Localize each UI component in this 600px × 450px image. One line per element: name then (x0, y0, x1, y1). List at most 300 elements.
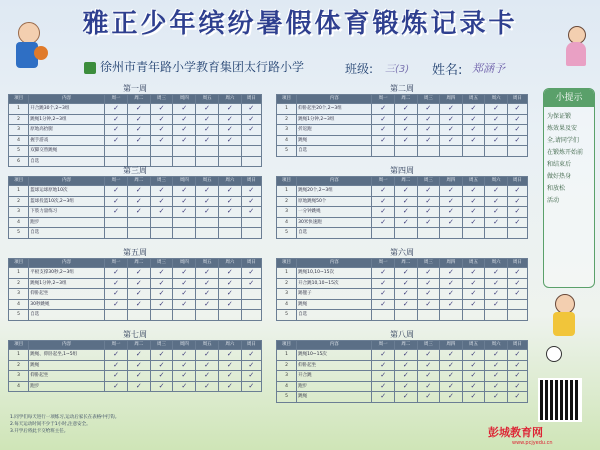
check-cell[interactable]: ✓ (462, 360, 485, 371)
check-cell[interactable]: ✓ (105, 196, 128, 207)
check-cell[interactable]: ✓ (417, 104, 440, 115)
check-cell[interactable]: ✓ (440, 268, 463, 279)
check-cell[interactable]: ✓ (218, 350, 241, 361)
check-cell[interactable]: ✓ (127, 125, 150, 136)
check-cell[interactable]: ✓ (218, 299, 241, 310)
tip-line: 为保证锻 (547, 113, 572, 120)
check-cell[interactable]: ✓ (105, 104, 128, 115)
check-cell[interactable]: ✓ (440, 186, 463, 197)
check-cell[interactable]: ✓ (150, 371, 173, 382)
check-cell[interactable]: ✓ (417, 299, 440, 310)
check-cell[interactable]: ✓ (440, 278, 463, 289)
check-cell[interactable]: ✓ (394, 135, 417, 146)
check-cell[interactable] (173, 217, 196, 228)
check-cell[interactable]: ✓ (196, 114, 219, 125)
check-cell[interactable]: ✓ (218, 207, 241, 218)
check-cell[interactable]: ✓ (507, 268, 527, 279)
check-cell[interactable]: ✓ (241, 125, 261, 136)
check-cell[interactable]: ✓ (394, 104, 417, 115)
check-cell[interactable]: ✓ (417, 289, 440, 300)
check-cell[interactable]: ✓ (105, 207, 128, 218)
check-cell[interactable]: ✓ (173, 360, 196, 371)
activity-cell: 跳绳 (297, 135, 372, 146)
check-cell[interactable]: ✓ (241, 350, 261, 361)
column-header: 周三 (417, 177, 440, 186)
check-cell[interactable] (241, 156, 261, 167)
check-cell[interactable]: ✓ (394, 371, 417, 382)
check-cell[interactable]: ✓ (196, 289, 219, 300)
check-cell[interactable] (127, 228, 150, 239)
check-cell[interactable] (127, 156, 150, 167)
check-cell[interactable]: ✓ (173, 186, 196, 197)
check-cell[interactable]: ✓ (485, 207, 508, 218)
check-cell[interactable]: ✓ (507, 135, 527, 146)
check-cell[interactable]: ✓ (507, 207, 527, 218)
check-cell[interactable]: ✓ (150, 114, 173, 125)
check-cell[interactable] (105, 228, 128, 239)
check-cell[interactable] (485, 310, 508, 321)
check-cell[interactable]: ✓ (105, 268, 128, 279)
check-cell[interactable]: ✓ (105, 125, 128, 136)
check-cell[interactable]: ✓ (417, 217, 440, 228)
check-cell[interactable] (507, 310, 527, 321)
check-cell[interactable]: ✓ (105, 371, 128, 382)
check-cell[interactable]: ✓ (196, 207, 219, 218)
check-cell[interactable]: ✓ (173, 299, 196, 310)
check-cell[interactable]: ✓ (105, 360, 128, 371)
check-cell[interactable]: ✓ (241, 381, 261, 392)
qr-code-icon[interactable] (538, 378, 582, 422)
check-cell[interactable] (417, 228, 440, 239)
check-cell[interactable]: ✓ (196, 125, 219, 136)
check-cell[interactable] (218, 310, 241, 321)
check-cell[interactable]: ✓ (417, 392, 440, 403)
check-cell[interactable]: ✓ (105, 289, 128, 300)
check-cell[interactable]: ✓ (241, 104, 261, 115)
activity-cell: 30秒跳绳 (29, 299, 105, 310)
check-cell[interactable]: ✓ (462, 381, 485, 392)
check-cell[interactable]: ✓ (127, 289, 150, 300)
check-cell[interactable]: ✓ (127, 360, 150, 371)
check-cell[interactable]: ✓ (394, 289, 417, 300)
check-cell[interactable]: ✓ (485, 278, 508, 289)
check-cell[interactable] (440, 146, 463, 157)
check-cell[interactable]: ✓ (440, 135, 463, 146)
check-cell[interactable]: ✓ (440, 207, 463, 218)
check-cell[interactable]: ✓ (150, 207, 173, 218)
check-cell[interactable]: ✓ (485, 186, 508, 197)
check-cell[interactable]: ✓ (394, 186, 417, 197)
check-cell[interactable] (150, 146, 173, 157)
check-cell[interactable]: ✓ (173, 371, 196, 382)
check-cell[interactable]: ✓ (372, 392, 395, 403)
check-cell[interactable]: ✓ (218, 360, 241, 371)
check-cell[interactable]: ✓ (462, 289, 485, 300)
check-cell[interactable]: ✓ (440, 392, 463, 403)
check-cell[interactable]: ✓ (218, 278, 241, 289)
check-cell[interactable]: ✓ (440, 360, 463, 371)
check-cell[interactable]: ✓ (462, 135, 485, 146)
check-cell[interactable] (173, 310, 196, 321)
check-cell[interactable]: ✓ (372, 186, 395, 197)
check-cell[interactable]: ✓ (485, 114, 508, 125)
check-cell[interactable] (218, 217, 241, 228)
check-cell[interactable]: ✓ (241, 196, 261, 207)
check-cell[interactable]: ✓ (462, 299, 485, 310)
check-cell[interactable] (440, 310, 463, 321)
check-cell[interactable]: ✓ (218, 289, 241, 300)
check-cell[interactable]: ✓ (105, 114, 128, 125)
check-cell[interactable]: ✓ (196, 186, 219, 197)
check-cell[interactable] (394, 310, 417, 321)
check-cell[interactable]: ✓ (485, 125, 508, 136)
check-cell[interactable]: ✓ (105, 350, 128, 361)
check-cell[interactable]: ✓ (485, 135, 508, 146)
check-cell[interactable] (196, 228, 219, 239)
check-cell[interactable]: ✓ (462, 392, 485, 403)
check-cell[interactable]: ✓ (150, 196, 173, 207)
check-cell[interactable]: ✓ (150, 381, 173, 392)
check-cell[interactable] (196, 156, 219, 167)
check-cell[interactable]: ✓ (372, 278, 395, 289)
check-cell[interactable]: ✓ (485, 217, 508, 228)
check-cell[interactable]: ✓ (105, 186, 128, 197)
check-cell[interactable] (440, 228, 463, 239)
check-cell[interactable]: ✓ (462, 196, 485, 207)
check-cell[interactable]: ✓ (372, 289, 395, 300)
check-cell[interactable] (241, 146, 261, 157)
check-cell[interactable]: ✓ (127, 371, 150, 382)
check-cell[interactable]: ✓ (196, 135, 219, 146)
check-cell[interactable]: ✓ (462, 278, 485, 289)
check-cell[interactable]: ✓ (394, 114, 417, 125)
check-cell[interactable] (150, 217, 173, 228)
check-cell[interactable]: ✓ (196, 350, 219, 361)
check-cell[interactable]: ✓ (394, 360, 417, 371)
check-cell[interactable]: ✓ (150, 104, 173, 115)
check-cell[interactable]: ✓ (372, 125, 395, 136)
check-cell[interactable]: ✓ (372, 217, 395, 228)
column-header: 周日 (241, 177, 261, 186)
check-cell[interactable]: ✓ (462, 217, 485, 228)
check-cell[interactable] (150, 156, 173, 167)
activity-cell: 原地跳绳50个 (297, 196, 372, 207)
check-cell[interactable] (218, 146, 241, 157)
check-cell[interactable]: ✓ (485, 350, 508, 361)
check-cell[interactable]: ✓ (507, 278, 527, 289)
check-cell[interactable]: ✓ (241, 371, 261, 382)
check-cell[interactable]: ✓ (372, 371, 395, 382)
check-cell[interactable]: ✓ (127, 268, 150, 279)
check-cell[interactable]: ✓ (196, 278, 219, 289)
check-cell[interactable]: ✓ (173, 125, 196, 136)
check-cell[interactable]: ✓ (150, 278, 173, 289)
activity-cell: 仰卧起坐 (29, 289, 105, 300)
check-cell[interactable]: ✓ (507, 381, 527, 392)
check-cell[interactable]: ✓ (440, 350, 463, 361)
table-header-row (277, 341, 528, 350)
check-cell[interactable]: ✓ (173, 268, 196, 279)
check-cell[interactable] (241, 217, 261, 228)
check-cell[interactable] (485, 146, 508, 157)
check-cell[interactable]: ✓ (485, 268, 508, 279)
check-cell[interactable]: ✓ (440, 104, 463, 115)
check-cell[interactable]: ✓ (440, 114, 463, 125)
check-cell[interactable]: ✓ (417, 278, 440, 289)
check-cell[interactable]: ✓ (241, 186, 261, 197)
check-cell[interactable] (196, 310, 219, 321)
check-cell[interactable]: ✓ (462, 114, 485, 125)
check-cell[interactable]: ✓ (127, 104, 150, 115)
check-cell[interactable]: ✓ (417, 360, 440, 371)
column-header: 项目 (277, 95, 297, 104)
check-cell[interactable] (173, 156, 196, 167)
check-cell[interactable]: ✓ (372, 207, 395, 218)
check-cell[interactable] (394, 228, 417, 239)
week-title: 第二周 (390, 84, 414, 93)
check-cell[interactable]: ✓ (173, 104, 196, 115)
check-cell[interactable]: ✓ (127, 278, 150, 289)
check-cell[interactable]: ✓ (440, 289, 463, 300)
check-cell[interactable]: ✓ (394, 278, 417, 289)
check-cell[interactable]: ✓ (218, 135, 241, 146)
row-number: 3 (9, 207, 29, 218)
check-cell[interactable]: ✓ (462, 350, 485, 361)
check-cell[interactable]: ✓ (417, 381, 440, 392)
check-cell[interactable]: ✓ (241, 207, 261, 218)
check-cell[interactable]: ✓ (372, 350, 395, 361)
check-cell[interactable] (218, 156, 241, 167)
check-cell[interactable]: ✓ (218, 104, 241, 115)
check-cell[interactable]: ✓ (150, 268, 173, 279)
check-cell[interactable]: ✓ (173, 114, 196, 125)
check-cell[interactable]: ✓ (372, 299, 395, 310)
check-cell[interactable]: ✓ (462, 207, 485, 218)
check-cell[interactable] (196, 217, 219, 228)
check-cell[interactable]: ✓ (150, 135, 173, 146)
check-cell[interactable]: ✓ (173, 381, 196, 392)
check-cell[interactable]: ✓ (394, 392, 417, 403)
check-cell[interactable]: ✓ (173, 135, 196, 146)
check-cell[interactable]: ✓ (462, 104, 485, 115)
check-cell[interactable]: ✓ (507, 360, 527, 371)
check-cell[interactable]: ✓ (417, 196, 440, 207)
week-title: 第六周 (390, 248, 414, 257)
check-cell[interactable]: ✓ (127, 207, 150, 218)
check-cell[interactable]: ✓ (218, 125, 241, 136)
check-cell[interactable]: ✓ (485, 360, 508, 371)
check-cell[interactable] (127, 310, 150, 321)
check-cell[interactable]: ✓ (507, 125, 527, 136)
check-cell[interactable]: ✓ (127, 381, 150, 392)
check-cell[interactable] (241, 289, 261, 300)
check-cell[interactable]: ✓ (150, 299, 173, 310)
check-cell[interactable] (462, 310, 485, 321)
check-cell[interactable]: ✓ (196, 381, 219, 392)
check-cell[interactable]: ✓ (507, 217, 527, 228)
check-cell[interactable] (241, 310, 261, 321)
check-cell[interactable]: ✓ (417, 186, 440, 197)
check-cell[interactable]: ✓ (485, 371, 508, 382)
check-cell[interactable]: ✓ (507, 350, 527, 361)
check-cell[interactable]: ✓ (485, 392, 508, 403)
check-cell[interactable] (462, 146, 485, 157)
check-cell[interactable]: ✓ (394, 268, 417, 279)
check-cell[interactable] (218, 228, 241, 239)
check-cell[interactable]: ✓ (105, 381, 128, 392)
name-value[interactable]: 郑涵予 (472, 62, 505, 75)
check-cell[interactable]: ✓ (127, 196, 150, 207)
check-cell[interactable]: ✓ (485, 299, 508, 310)
check-cell[interactable] (372, 146, 395, 157)
check-cell[interactable]: ✓ (394, 207, 417, 218)
check-cell[interactable]: ✓ (241, 360, 261, 371)
check-cell[interactable]: ✓ (196, 360, 219, 371)
check-cell[interactable] (417, 146, 440, 157)
check-cell[interactable]: ✓ (394, 125, 417, 136)
check-cell[interactable]: ✓ (394, 381, 417, 392)
check-cell[interactable] (507, 228, 527, 239)
check-cell[interactable] (105, 217, 128, 228)
check-cell[interactable] (372, 228, 395, 239)
column-header: 内容 (29, 259, 105, 268)
check-cell[interactable]: ✓ (462, 186, 485, 197)
table-row (277, 268, 528, 279)
check-cell[interactable]: ✓ (173, 350, 196, 361)
check-cell[interactable]: ✓ (173, 196, 196, 207)
check-cell[interactable]: ✓ (218, 381, 241, 392)
check-cell[interactable]: ✓ (218, 114, 241, 125)
check-cell[interactable]: ✓ (462, 371, 485, 382)
check-cell[interactable]: ✓ (196, 268, 219, 279)
check-cell[interactable] (462, 228, 485, 239)
table-row (277, 186, 528, 197)
check-cell[interactable]: ✓ (462, 268, 485, 279)
check-cell[interactable]: ✓ (507, 371, 527, 382)
check-cell[interactable]: ✓ (462, 125, 485, 136)
check-cell[interactable]: ✓ (150, 289, 173, 300)
check-cell[interactable] (241, 299, 261, 310)
check-cell[interactable]: ✓ (218, 186, 241, 197)
check-cell[interactable]: ✓ (394, 350, 417, 361)
check-cell[interactable]: ✓ (417, 135, 440, 146)
check-cell[interactable] (105, 146, 128, 157)
check-cell[interactable] (485, 228, 508, 239)
check-cell[interactable]: ✓ (485, 196, 508, 207)
check-cell[interactable]: ✓ (417, 125, 440, 136)
check-cell[interactable]: ✓ (417, 350, 440, 361)
check-cell[interactable]: ✓ (372, 114, 395, 125)
check-cell[interactable]: ✓ (417, 268, 440, 279)
check-cell[interactable]: ✓ (485, 289, 508, 300)
check-cell[interactable]: ✓ (150, 186, 173, 197)
check-cell[interactable]: ✓ (394, 217, 417, 228)
check-cell[interactable] (173, 228, 196, 239)
check-cell[interactable]: ✓ (241, 268, 261, 279)
check-cell[interactable]: ✓ (173, 278, 196, 289)
check-cell[interactable]: ✓ (372, 196, 395, 207)
check-cell[interactable]: ✓ (372, 104, 395, 115)
table-row (277, 228, 528, 239)
check-cell[interactable]: ✓ (507, 186, 527, 197)
check-cell[interactable]: ✓ (507, 114, 527, 125)
check-cell[interactable]: ✓ (372, 135, 395, 146)
check-cell[interactable] (507, 146, 527, 157)
check-cell[interactable]: ✓ (417, 114, 440, 125)
check-cell[interactable] (127, 146, 150, 157)
check-cell[interactable]: ✓ (394, 196, 417, 207)
check-cell[interactable]: ✓ (150, 360, 173, 371)
tip-line: 和结束后 (547, 161, 572, 168)
check-cell[interactable]: ✓ (218, 371, 241, 382)
check-cell[interactable]: ✓ (196, 196, 219, 207)
check-cell[interactable]: ✓ (417, 371, 440, 382)
check-cell[interactable]: ✓ (440, 217, 463, 228)
check-cell[interactable]: ✓ (372, 268, 395, 279)
check-cell[interactable]: ✓ (196, 299, 219, 310)
check-cell[interactable]: ✓ (218, 196, 241, 207)
check-cell[interactable]: ✓ (127, 299, 150, 310)
check-cell[interactable]: ✓ (417, 207, 440, 218)
check-cell[interactable]: ✓ (127, 114, 150, 125)
check-cell[interactable]: ✓ (440, 381, 463, 392)
check-cell[interactable]: ✓ (485, 381, 508, 392)
check-cell[interactable]: ✓ (440, 125, 463, 136)
check-cell[interactable]: ✓ (507, 392, 527, 403)
check-cell[interactable]: ✓ (127, 186, 150, 197)
check-cell[interactable]: ✓ (507, 289, 527, 300)
check-cell[interactable]: ✓ (507, 196, 527, 207)
check-cell[interactable] (105, 310, 128, 321)
check-cell[interactable] (127, 217, 150, 228)
check-cell[interactable]: ✓ (507, 104, 527, 115)
check-cell[interactable]: ✓ (173, 289, 196, 300)
check-cell[interactable]: ✓ (105, 299, 128, 310)
check-cell[interactable] (173, 146, 196, 157)
check-cell[interactable] (150, 228, 173, 239)
check-cell[interactable] (105, 156, 128, 167)
check-cell[interactable] (394, 146, 417, 157)
check-cell[interactable]: ✓ (440, 196, 463, 207)
check-cell[interactable]: ✓ (127, 350, 150, 361)
check-cell[interactable]: ✓ (485, 104, 508, 115)
check-cell[interactable]: ✓ (218, 268, 241, 279)
check-cell[interactable] (241, 135, 261, 146)
check-cell[interactable]: ✓ (394, 299, 417, 310)
check-cell[interactable]: ✓ (105, 135, 128, 146)
check-cell[interactable]: ✓ (173, 207, 196, 218)
check-cell[interactable] (241, 228, 261, 239)
check-cell[interactable]: ✓ (241, 114, 261, 125)
check-cell[interactable]: ✓ (440, 371, 463, 382)
check-cell[interactable]: ✓ (127, 135, 150, 146)
check-cell[interactable]: ✓ (196, 104, 219, 115)
check-cell[interactable] (372, 310, 395, 321)
check-cell[interactable]: ✓ (150, 125, 173, 136)
check-cell[interactable]: ✓ (150, 350, 173, 361)
check-cell[interactable]: ✓ (372, 381, 395, 392)
check-cell[interactable]: ✓ (440, 299, 463, 310)
check-cell[interactable]: ✓ (372, 360, 395, 371)
check-cell[interactable] (196, 146, 219, 157)
check-cell[interactable] (507, 299, 527, 310)
check-cell[interactable] (417, 310, 440, 321)
class-value[interactable]: 三(3) (385, 64, 410, 75)
check-cell[interactable]: ✓ (196, 371, 219, 382)
check-cell[interactable]: ✓ (241, 278, 261, 289)
check-cell[interactable] (150, 310, 173, 321)
check-cell[interactable]: ✓ (105, 278, 128, 289)
